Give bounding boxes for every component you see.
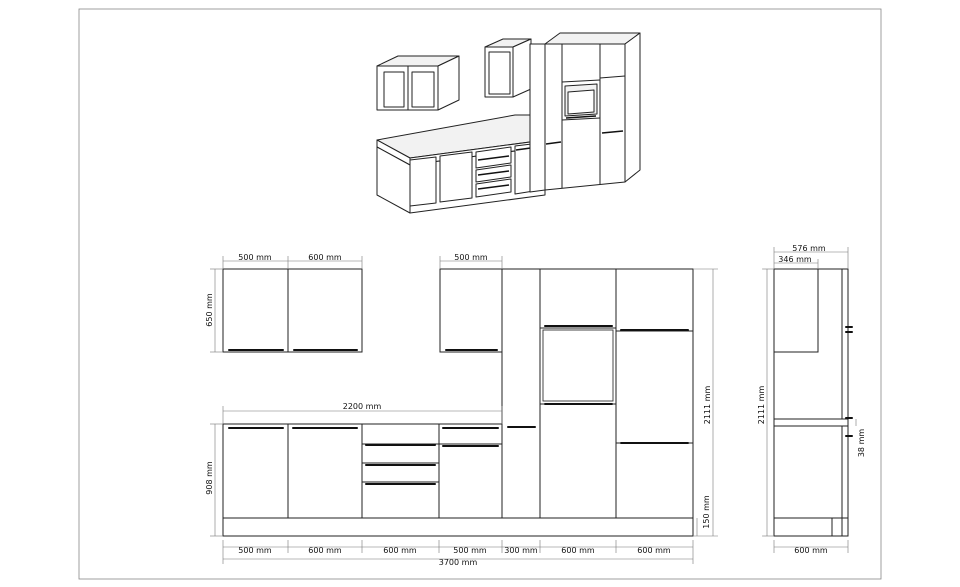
dim-upper-height: 650 mm: [205, 293, 214, 327]
dim-bottom-7: 600 mm: [637, 546, 671, 555]
dim-side-height: 2111 mm: [757, 385, 766, 425]
dim-upper-500-right: 500 mm: [454, 253, 488, 262]
dim-total-length: 3700 mm: [438, 558, 478, 567]
dim-side-346: 346 mm: [778, 255, 812, 264]
dim-side-38: 38 mm: [857, 428, 866, 458]
isometric-view: [377, 33, 640, 213]
dim-tall-height: 2111 mm: [703, 385, 712, 425]
dim-bottom-1: 500 mm: [238, 546, 272, 555]
dim-bottom-4: 500 mm: [453, 546, 487, 555]
side-elevation: [774, 269, 852, 536]
dim-side-576: 576 mm: [792, 244, 826, 253]
dim-bottom-2: 600 mm: [308, 546, 342, 555]
dim-upper-500: 500 mm: [238, 253, 272, 262]
dim-counter-length: 2200 mm: [342, 402, 382, 411]
dim-bottom-5: 300 mm: [504, 546, 538, 555]
dim-upper-600: 600 mm: [308, 253, 342, 262]
dim-plinth-height: 150 mm: [702, 495, 711, 529]
dim-bottom-6: 600 mm: [561, 546, 595, 555]
dim-side-600: 600 mm: [794, 546, 828, 555]
front-elevation: [223, 269, 693, 536]
dim-bottom-3: 600 mm: [383, 546, 417, 555]
dim-base-height: 908 mm: [205, 461, 214, 495]
